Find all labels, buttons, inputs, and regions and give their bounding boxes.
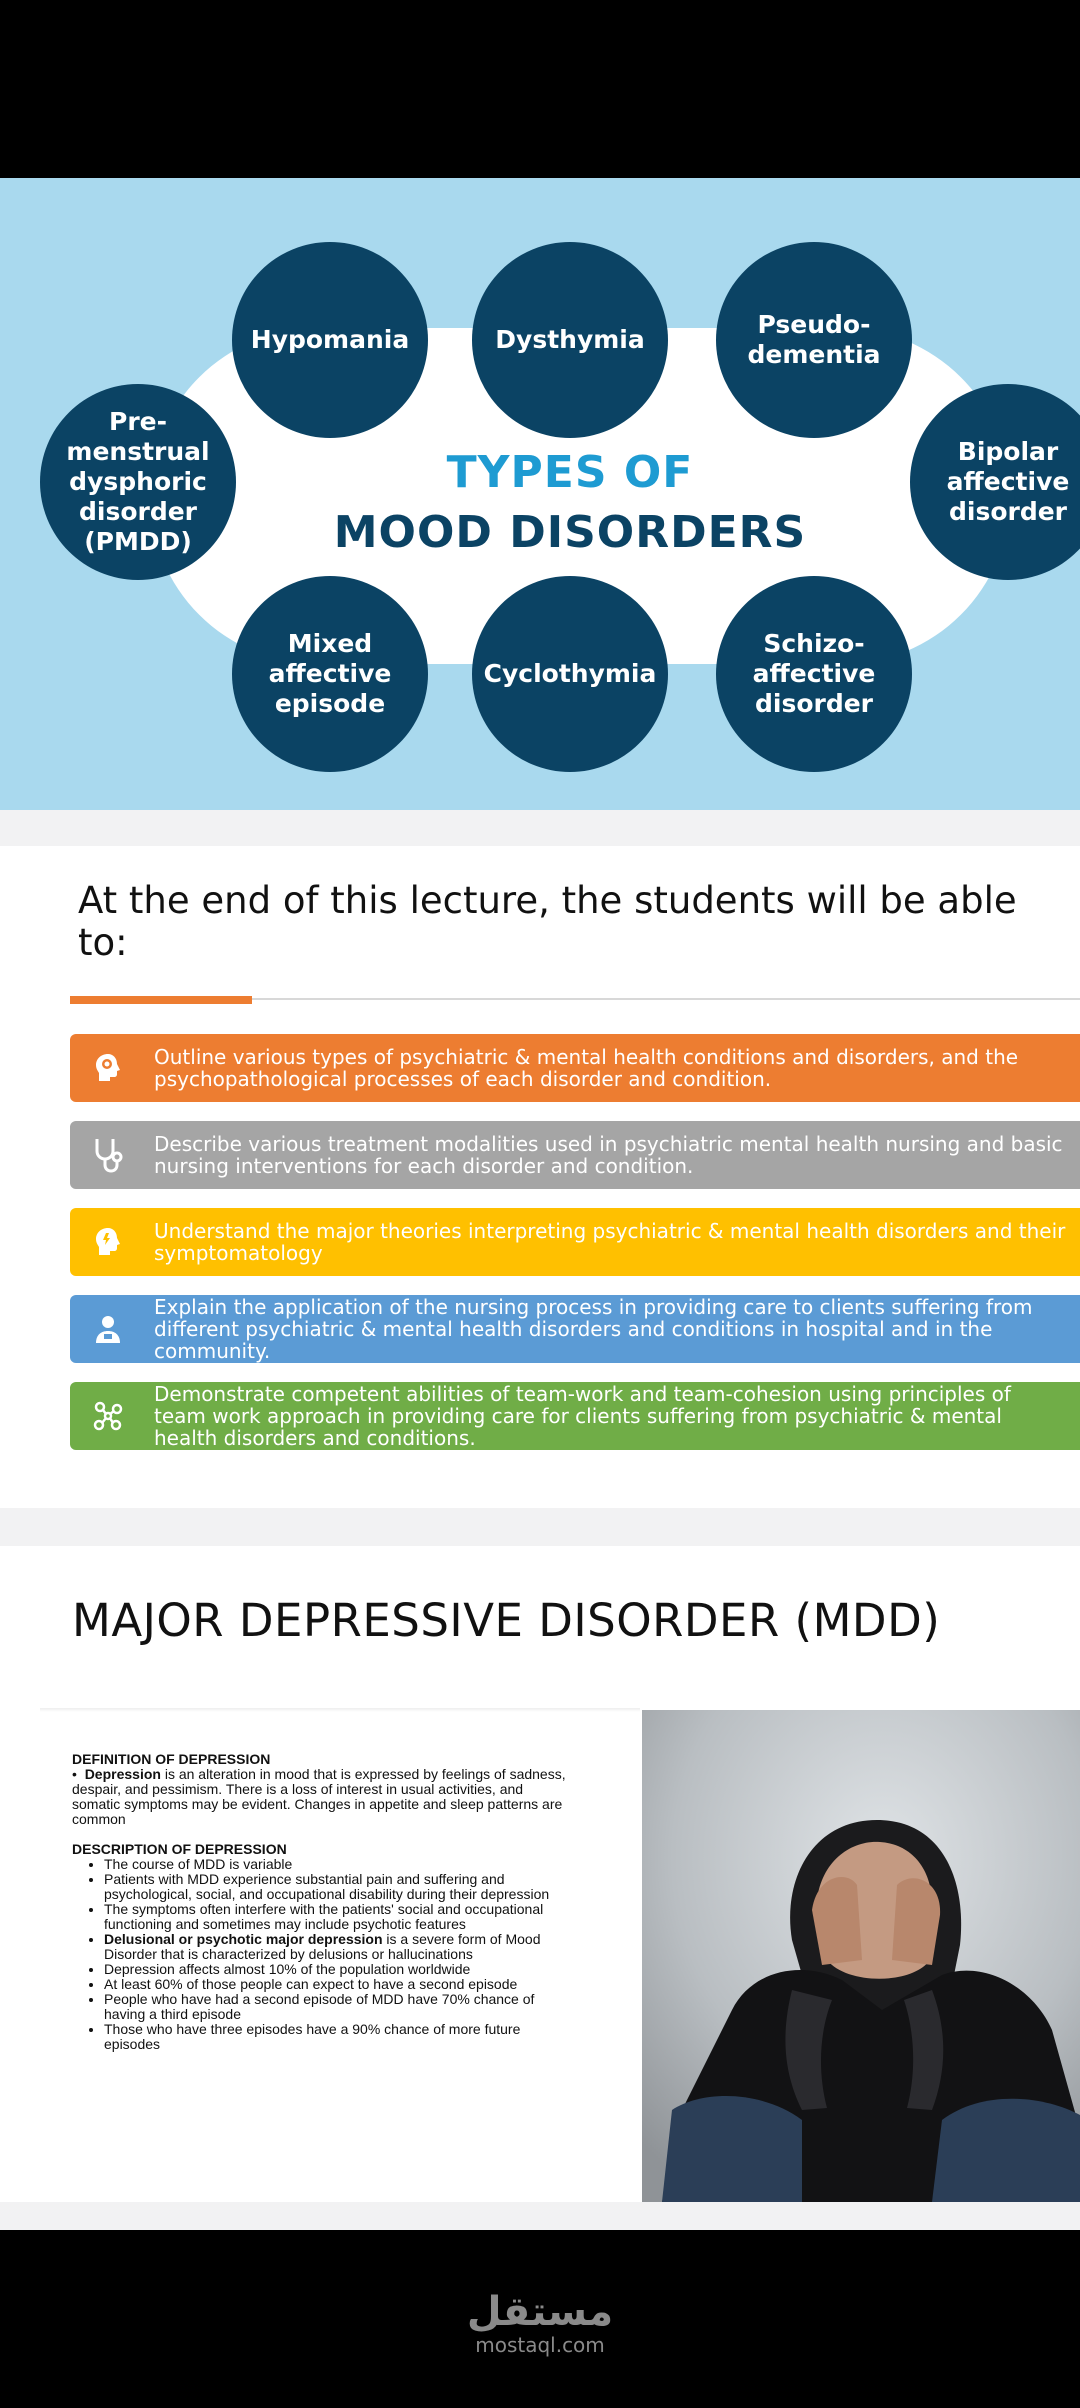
- list-item: • People who have had a second episode of MDD have 70% chance of having a third episode: [104, 1992, 572, 2022]
- head-brain-icon: [84, 1044, 132, 1092]
- objective-text: Understand the major theories interpreting psychiatric & mental health disorders and their symptomatology: [154, 1219, 1066, 1265]
- list-item: • Depression affects almost 10% of the population worldwide: [104, 1962, 572, 1977]
- objective-item: [70, 1295, 1080, 1363]
- objective-text: Describe various treatment modalities used in psychiatric mental health nursing and basic nursing interventions for each disorder and condition.: [154, 1132, 1063, 1178]
- circle-hypomania: Hypomania: [232, 242, 428, 438]
- circle-cyclothymia: Cyclothymia: [472, 576, 668, 772]
- objective-item: [70, 1208, 1080, 1276]
- definition-term: Depression: [84, 1766, 161, 1782]
- title-accent-bar: [70, 996, 252, 1004]
- slide-title-line1: TYPES OF: [446, 447, 694, 498]
- objective-text: Outline various types of psychiatric & mental health conditions and disorders, and the psychopathological processes of each disorder and condition.: [154, 1045, 1019, 1091]
- title-divider: [40, 1708, 640, 1712]
- list-item: • The course of MDD is variable: [104, 1857, 572, 1872]
- description-list: [72, 1857, 572, 2052]
- types-of-mood-disorders-slide: [0, 178, 1080, 810]
- logo-latin: mostaql.com: [475, 2333, 605, 2357]
- objective-text: Demonstrate competent abilities of team-work and team-cohesion using principles of team work approach in providing care for clients suffering from psychiatric & mental health disorders and conditions.: [154, 1382, 1011, 1450]
- objective-item: [70, 1034, 1080, 1102]
- head-idea-icon: [84, 1218, 132, 1266]
- objectives-title: At the end of this lecture, the students will be able to:: [78, 879, 1017, 964]
- list-item: • At least 60% of those people can expect to have a second episode: [104, 1977, 572, 1992]
- definition-paragraph: • Depression is an alteration in mood that is expressed by feelings of sadness, despair, and pessimism. There is a loss of interest in usual activities, and somatic symptoms may be evident. Changes in appetite and sleep patterns are common: [72, 1766, 566, 1827]
- learning-objectives-slide: [0, 846, 1080, 1508]
- slide-title-line2: MOOD DISORDERS: [333, 507, 807, 558]
- slide-gap: [0, 810, 1080, 846]
- person-icon: [84, 1305, 132, 1353]
- network-icon: [84, 1392, 132, 1440]
- depressed-man-photo: [642, 1710, 1080, 2202]
- list-item: • Those who have three episodes have a 90% chance of more future episodes: [104, 2022, 572, 2052]
- mdd-title: MAJOR DEPRESSIVE DISORDER (MDD): [72, 1594, 941, 1647]
- logo-arabic: مستقل: [466, 2289, 614, 2335]
- circle-mixed-affective: Mixed affective episode: [232, 576, 428, 772]
- description-heading: DESCRIPTION OF DEPRESSION: [72, 1841, 287, 1857]
- list-item: • The symptoms often interfere with the patients' social and occupational functioning and sometimes may include psychotic features: [104, 1902, 572, 1932]
- circle-pmdd: Pre-menstrual dysphoric disorder (PMDD): [40, 384, 236, 580]
- circle-dysthymia: Dysthymia: [472, 242, 668, 438]
- objective-item: [70, 1382, 1080, 1450]
- slide-gap: [0, 2202, 1080, 2230]
- mdd-slide: [0, 1546, 1080, 2202]
- slide-gap: [0, 1508, 1080, 1546]
- objective-item: [70, 1121, 1080, 1189]
- definition-heading: DEFINITION OF DEPRESSION: [72, 1751, 271, 1767]
- circle-pseudodementia: Pseudo-dementia: [716, 242, 912, 438]
- stethoscope-icon: [84, 1131, 132, 1179]
- list-item: • Patients with MDD experience substantial pain and suffering and psychological, social, and occupational disability during their depression: [104, 1872, 572, 1902]
- circle-bipolar: Bipolar affective disorder: [910, 384, 1080, 580]
- mdd-body-text: [72, 1752, 572, 2052]
- slide-title: [290, 443, 850, 563]
- circle-schizoaffective: Schizo-affective disorder: [716, 576, 912, 772]
- objective-text: Explain the application of the nursing process in providing care to clients suffering from different psychiatric & mental health disorders and conditions in hospital and in the community.: [154, 1295, 1033, 1363]
- list-item: • Delusional or psychotic major depression is a severe form of Mood Disorder that is characterized by delusions or hallucinations: [104, 1932, 572, 1962]
- mostaql-logo: [0, 2290, 1080, 2356]
- definition-text: is an alteration in mood that is expressed by feelings of sadness, despair, and pessimism. There is a loss of interest in usual activities, and somatic symptoms may be evident. Changes in appetite and sleep patterns are common: [72, 1766, 566, 1827]
